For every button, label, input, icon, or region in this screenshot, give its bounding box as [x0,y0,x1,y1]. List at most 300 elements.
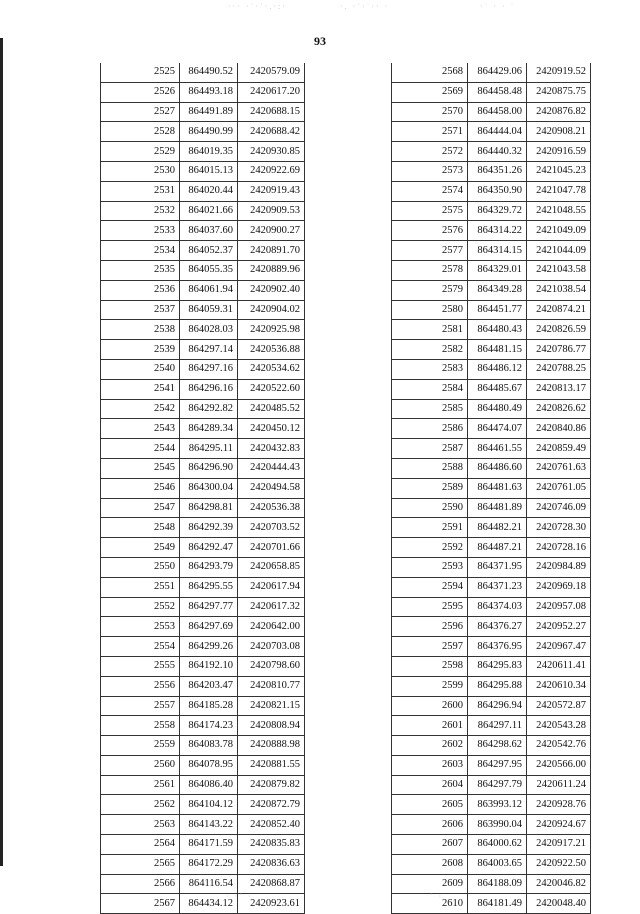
point-number-cell: 2592 [392,538,468,558]
x-coordinate-cell: 864292.39 [180,518,238,538]
x-coordinate-cell: 864185.28 [180,696,238,716]
table-row [392,63,591,82]
x-coordinate-cell: 864349.28 [468,280,527,300]
table-row [101,835,305,855]
y-coordinate-cell: 2421048.55 [527,201,591,221]
table-row [392,340,591,360]
x-coordinate-cell: 864298.81 [180,498,238,518]
x-coordinate-cell: 864297.69 [180,617,238,637]
y-coordinate-cell: 2420658.85 [238,557,305,577]
x-coordinate-cell: 864351.26 [468,161,527,181]
y-coordinate-cell: 2420572.87 [527,696,591,716]
table-row [392,874,591,894]
point-number-cell: 2599 [392,676,468,696]
y-coordinate-cell: 2420967.47 [527,637,591,657]
y-coordinate-cell: 2420798.60 [238,656,305,676]
x-coordinate-cell: 864203.47 [180,676,238,696]
table-row [101,894,305,914]
point-number-cell: 2584 [392,379,468,399]
y-coordinate-cell: 2420916.59 [527,142,591,162]
table-row [101,419,305,439]
point-number-cell: 2608 [392,854,468,874]
table-row [392,359,591,379]
point-number-cell: 2544 [101,439,180,459]
table-row [392,419,591,439]
x-coordinate-cell: 864052.37 [180,241,238,261]
point-number-cell: 2605 [392,795,468,815]
point-number-cell: 2569 [392,82,468,102]
x-coordinate-cell: 864376.95 [468,637,527,657]
point-number-cell: 2607 [392,835,468,855]
x-coordinate-cell: 864490.52 [180,63,238,82]
y-coordinate-cell: 2420432.83 [238,439,305,459]
y-coordinate-cell: 2421038.54 [527,280,591,300]
x-coordinate-cell: 864481.89 [468,498,527,518]
table-row [101,676,305,696]
x-coordinate-cell: 864299.26 [180,637,238,657]
point-number-cell: 2552 [101,597,180,617]
y-coordinate-cell: 2421043.58 [527,260,591,280]
table-row [101,498,305,518]
y-coordinate-cell: 2420888.98 [238,736,305,756]
point-number-cell: 2549 [101,538,180,558]
x-coordinate-cell: 864297.14 [180,340,238,360]
y-coordinate-cell: 2420450.12 [238,419,305,439]
y-coordinate-cell: 2420909.53 [238,201,305,221]
table-row [392,518,591,538]
point-number-cell: 2603 [392,755,468,775]
y-coordinate-cell: 2420688.15 [238,102,305,122]
x-coordinate-cell: 864481.15 [468,340,527,360]
table-row [101,201,305,221]
x-coordinate-cell: 864292.47 [180,538,238,558]
point-number-cell: 2555 [101,656,180,676]
point-number-cell: 2568 [392,63,468,82]
x-coordinate-cell: 864371.23 [468,577,527,597]
x-coordinate-cell: 864019.35 [180,142,238,162]
table-row [101,557,305,577]
point-number-cell: 2572 [392,142,468,162]
table-row [101,142,305,162]
y-coordinate-cell: 2421045.23 [527,161,591,181]
table-row [101,399,305,419]
point-number-cell: 2593 [392,557,468,577]
y-coordinate-cell: 2420761.05 [527,478,591,498]
table-row [392,736,591,756]
table-row [392,122,591,142]
x-coordinate-cell: 864444.04 [468,122,527,142]
y-coordinate-cell: 2420902.40 [238,280,305,300]
x-coordinate-cell: 864293.79 [180,557,238,577]
x-coordinate-cell: 864171.59 [180,835,238,855]
x-coordinate-cell: 863993.12 [468,795,527,815]
x-coordinate-cell: 864374.03 [468,597,527,617]
y-coordinate-cell: 2420566.00 [527,755,591,775]
point-number-cell: 2553 [101,617,180,637]
point-number-cell: 2525 [101,63,180,82]
y-coordinate-cell: 2420611.41 [527,656,591,676]
y-coordinate-cell: 2420952.27 [527,617,591,637]
point-number-cell: 2539 [101,340,180,360]
y-coordinate-cell: 2420728.30 [527,518,591,538]
y-coordinate-cell: 2420046.82 [527,874,591,894]
page-number: 93 [314,34,326,48]
y-coordinate-cell: 2420840.86 [527,419,591,439]
y-coordinate-cell: 2420924.67 [527,815,591,835]
table-row [101,458,305,478]
x-coordinate-cell: 864295.88 [468,676,527,696]
point-number-cell: 2559 [101,736,180,756]
table-row [392,854,591,874]
table-row [101,181,305,201]
x-coordinate-cell: 864329.01 [468,260,527,280]
y-coordinate-cell: 2420984.89 [527,557,591,577]
y-coordinate-cell: 2420048.40 [527,894,591,914]
table-row [392,676,591,696]
point-number-cell: 2550 [101,557,180,577]
point-number-cell: 2575 [392,201,468,221]
point-number-cell: 2562 [101,795,180,815]
y-coordinate-cell: 2420746.09 [527,498,591,518]
point-number-cell: 2588 [392,458,468,478]
x-coordinate-cell: 864172.29 [180,854,238,874]
table-row [392,755,591,775]
x-coordinate-cell: 864086.40 [180,775,238,795]
x-coordinate-cell: 864429.06 [468,63,527,82]
y-coordinate-cell: 2420617.20 [238,82,305,102]
y-coordinate-cell: 2420908.21 [527,122,591,142]
x-coordinate-cell: 864297.79 [468,775,527,795]
y-coordinate-cell: 2420879.82 [238,775,305,795]
y-coordinate-cell: 2420703.08 [238,637,305,657]
y-coordinate-cell: 2420919.52 [527,63,591,82]
point-number-cell: 2570 [392,102,468,122]
table-row [101,320,305,340]
table-row [392,617,591,637]
x-coordinate-cell: 864015.13 [180,161,238,181]
y-coordinate-cell: 2420925.98 [238,320,305,340]
table-row [392,320,591,340]
table-row [101,260,305,280]
x-coordinate-cell: 864434.12 [180,894,238,914]
point-number-cell: 2594 [392,577,468,597]
scan-noise-bottom-right: ˙ · [430,892,444,901]
x-coordinate-cell: 864000.62 [468,835,527,855]
y-coordinate-cell: 2420617.32 [238,597,305,617]
point-number-cell: 2538 [101,320,180,340]
table-row [101,241,305,261]
point-number-cell: 2597 [392,637,468,657]
point-number-cell: 2610 [392,894,468,914]
y-coordinate-cell: 2421044.09 [527,241,591,261]
point-number-cell: 2530 [101,161,180,181]
y-coordinate-cell: 2420889.96 [238,260,305,280]
point-number-cell: 2554 [101,637,180,657]
table-row [392,142,591,162]
table-row [101,795,305,815]
scan-noise-top-mid: ·. ·˙·˙·· · [340,2,390,11]
coordinate-table-right-body [392,63,591,914]
y-coordinate-cell: 2420928.76 [527,795,591,815]
left-margin-rule [0,38,3,866]
y-coordinate-cell: 2420868.87 [238,874,305,894]
point-number-cell: 2543 [101,419,180,439]
point-number-cell: 2531 [101,181,180,201]
point-number-cell: 2571 [392,122,468,142]
y-coordinate-cell: 2420810.77 [238,676,305,696]
x-coordinate-cell: 864314.15 [468,241,527,261]
y-coordinate-cell: 2421049.09 [527,221,591,241]
table-row [392,656,591,676]
y-coordinate-cell: 2420485.52 [238,399,305,419]
point-number-cell: 2585 [392,399,468,419]
point-number-cell: 2567 [101,894,180,914]
y-coordinate-cell: 2420703.52 [238,518,305,538]
table-row [392,82,591,102]
y-coordinate-cell: 2420536.38 [238,498,305,518]
table-row [101,161,305,181]
x-coordinate-cell: 864440.32 [468,142,527,162]
point-number-cell: 2535 [101,260,180,280]
x-coordinate-cell: 864188.09 [468,874,527,894]
point-number-cell: 2579 [392,280,468,300]
y-coordinate-cell: 2420891.70 [238,241,305,261]
y-coordinate-cell: 2420536.88 [238,340,305,360]
y-coordinate-cell: 2420872.79 [238,795,305,815]
point-number-cell: 2587 [392,439,468,459]
point-number-cell: 2582 [392,340,468,360]
y-coordinate-cell: 2420522.60 [238,379,305,399]
x-coordinate-cell: 864295.55 [180,577,238,597]
point-number-cell: 2545 [101,458,180,478]
point-number-cell: 2533 [101,221,180,241]
x-coordinate-cell: 864078.95 [180,755,238,775]
table-row [392,538,591,558]
table-row [101,280,305,300]
x-coordinate-cell: 864300.04 [180,478,238,498]
point-number-cell: 2560 [101,755,180,775]
x-coordinate-cell: 864481.63 [468,478,527,498]
point-number-cell: 2558 [101,716,180,736]
x-coordinate-cell: 864297.11 [468,716,527,736]
y-coordinate-cell: 2420923.61 [238,894,305,914]
y-coordinate-cell: 2420611.24 [527,775,591,795]
table-row [392,637,591,657]
point-number-cell: 2609 [392,874,468,894]
point-number-cell: 2526 [101,82,180,102]
y-coordinate-cell: 2420617.94 [238,577,305,597]
point-number-cell: 2574 [392,181,468,201]
scan-noise-top-left: ··· ·˙·˙·.·:· [228,2,287,11]
table-row [101,439,305,459]
y-coordinate-cell: 2420821.15 [238,696,305,716]
point-number-cell: 2563 [101,815,180,835]
table-row [101,577,305,597]
x-coordinate-cell: 864493.18 [180,82,238,102]
y-coordinate-cell: 2420728.16 [527,538,591,558]
y-coordinate-cell: 2420900.27 [238,221,305,241]
table-row [392,102,591,122]
x-coordinate-cell: 864028.03 [180,320,238,340]
point-number-cell: 2561 [101,775,180,795]
x-coordinate-cell: 864104.12 [180,795,238,815]
x-coordinate-cell: 864192.10 [180,656,238,676]
y-coordinate-cell: 2420761.63 [527,458,591,478]
point-number-cell: 2595 [392,597,468,617]
table-row [392,716,591,736]
y-coordinate-cell: 2420852.40 [238,815,305,835]
y-coordinate-cell: 2420922.50 [527,854,591,874]
y-coordinate-cell: 2420444.43 [238,458,305,478]
table-row [101,854,305,874]
point-number-cell: 2602 [392,736,468,756]
point-number-cell: 2601 [392,716,468,736]
x-coordinate-cell: 864482.21 [468,518,527,538]
y-coordinate-cell: 2420826.62 [527,399,591,419]
y-coordinate-cell: 2420701.66 [238,538,305,558]
table-row [101,874,305,894]
y-coordinate-cell: 2420813.17 [527,379,591,399]
point-number-cell: 2604 [392,775,468,795]
x-coordinate-cell: 864486.12 [468,359,527,379]
y-coordinate-cell: 2420610.34 [527,676,591,696]
x-coordinate-cell: 864298.62 [468,736,527,756]
x-coordinate-cell: 864295.11 [180,439,238,459]
y-coordinate-cell: 2420808.94 [238,716,305,736]
table-row [101,538,305,558]
x-coordinate-cell: 864458.00 [468,102,527,122]
table-row [392,597,591,617]
y-coordinate-cell: 2420917.21 [527,835,591,855]
table-row [392,399,591,419]
point-number-cell: 2565 [101,854,180,874]
x-coordinate-cell: 864296.94 [468,696,527,716]
x-coordinate-cell: 864314.22 [468,221,527,241]
point-number-cell: 2591 [392,518,468,538]
table-row [392,221,591,241]
point-number-cell: 2542 [101,399,180,419]
y-coordinate-cell: 2420788.25 [527,359,591,379]
point-number-cell: 2534 [101,241,180,261]
table-row [392,300,591,320]
point-number-cell: 2600 [392,696,468,716]
table-row [101,617,305,637]
point-number-cell: 2596 [392,617,468,637]
y-coordinate-cell: 2420930.85 [238,142,305,162]
point-number-cell: 2589 [392,478,468,498]
x-coordinate-cell: 864329.72 [468,201,527,221]
point-number-cell: 2541 [101,379,180,399]
table-row [392,557,591,577]
table-row [101,122,305,142]
x-coordinate-cell: 864003.65 [468,854,527,874]
table-row [392,458,591,478]
x-coordinate-cell: 864289.34 [180,419,238,439]
table-row [101,379,305,399]
point-number-cell: 2532 [101,201,180,221]
y-coordinate-cell: 2420859.49 [527,439,591,459]
table-row [101,82,305,102]
table-row [101,637,305,657]
point-number-cell: 2528 [101,122,180,142]
y-coordinate-cell: 2420922.69 [238,161,305,181]
x-coordinate-cell: 864480.49 [468,399,527,419]
x-coordinate-cell: 864083.78 [180,736,238,756]
point-number-cell: 2547 [101,498,180,518]
table-row [392,478,591,498]
y-coordinate-cell: 2420881.55 [238,755,305,775]
point-number-cell: 2548 [101,518,180,538]
table-row [392,241,591,261]
table-row [392,835,591,855]
table-row [392,775,591,795]
x-coordinate-cell: 864487.21 [468,538,527,558]
x-coordinate-cell: 864490.99 [180,122,238,142]
point-number-cell: 2573 [392,161,468,181]
table-row [392,161,591,181]
y-coordinate-cell: 2420836.63 [238,854,305,874]
point-number-cell: 2598 [392,656,468,676]
y-coordinate-cell: 2420534.62 [238,359,305,379]
y-coordinate-cell: 2421047.78 [527,181,591,201]
x-coordinate-cell: 864292.82 [180,399,238,419]
y-coordinate-cell: 2420786.77 [527,340,591,360]
x-coordinate-cell: 864480.43 [468,320,527,340]
coordinate-table-left-body [101,63,305,914]
scan-noise-top-right: ·˙ · · ˙ [480,2,516,11]
table-row [392,280,591,300]
x-coordinate-cell: 864474.07 [468,419,527,439]
table-row [101,696,305,716]
table-row [392,815,591,835]
x-coordinate-cell: 864181.49 [468,894,527,914]
y-coordinate-cell: 2420874.21 [527,300,591,320]
x-coordinate-cell: 864451.77 [468,300,527,320]
table-row [392,498,591,518]
x-coordinate-cell: 864021.66 [180,201,238,221]
table-row [392,201,591,221]
point-number-cell: 2537 [101,300,180,320]
y-coordinate-cell: 2420688.42 [238,122,305,142]
table-row [101,300,305,320]
table-row [101,736,305,756]
table-row [392,439,591,459]
point-number-cell: 2527 [101,102,180,122]
x-coordinate-cell: 864485.67 [468,379,527,399]
y-coordinate-cell: 2420875.75 [527,82,591,102]
x-coordinate-cell: 864143.22 [180,815,238,835]
point-number-cell: 2578 [392,260,468,280]
table-row [101,518,305,538]
coordinate-table-left [100,63,305,914]
table-row [101,359,305,379]
table-row [101,63,305,82]
x-coordinate-cell: 864296.16 [180,379,238,399]
point-number-cell: 2564 [101,835,180,855]
point-number-cell: 2536 [101,280,180,300]
table-row [101,716,305,736]
point-number-cell: 2566 [101,874,180,894]
table-row [392,894,591,914]
y-coordinate-cell: 2420969.18 [527,577,591,597]
table-row [101,102,305,122]
x-coordinate-cell: 864297.95 [468,755,527,775]
table-row [101,775,305,795]
table-row [101,597,305,617]
coordinate-table-right [391,63,591,914]
x-coordinate-cell: 864061.94 [180,280,238,300]
y-coordinate-cell: 2420543.28 [527,716,591,736]
